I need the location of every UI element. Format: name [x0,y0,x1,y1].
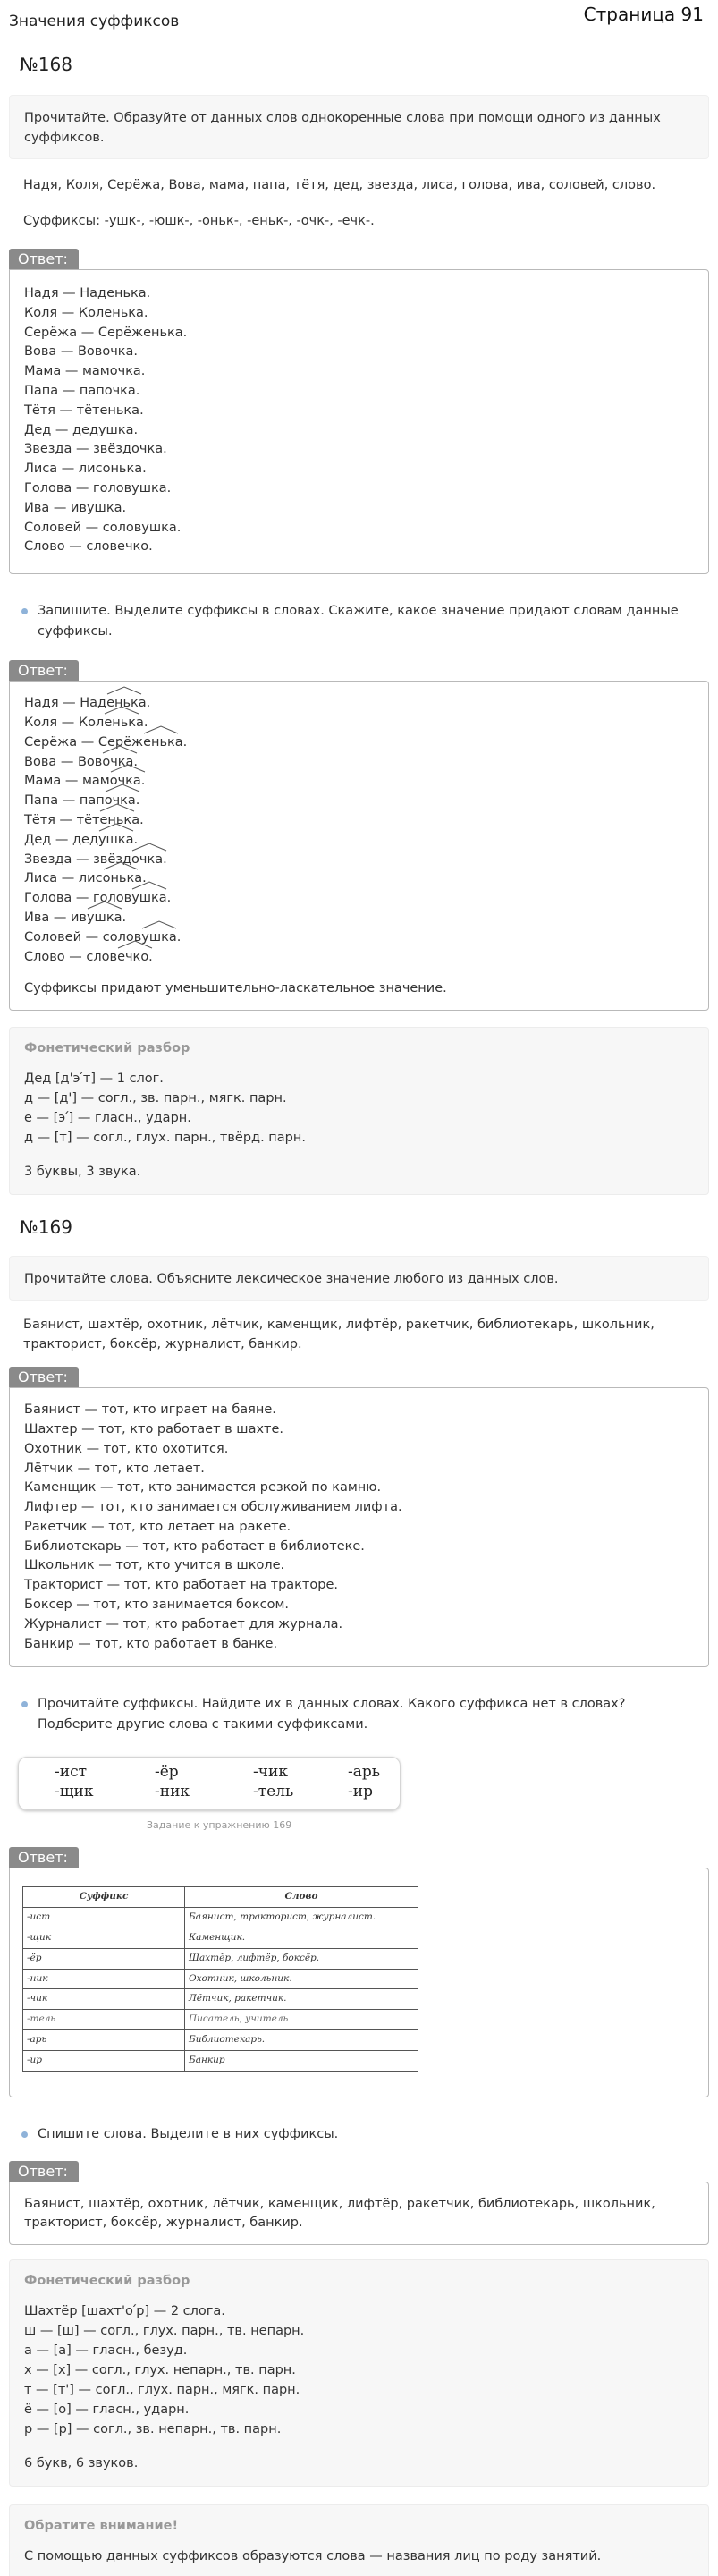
task-168-answer2-box [9,681,709,1011]
answer-line: Ива — ивушка. [24,500,127,515]
word-part: а. [132,774,146,789]
task-169-instruction: Прочитайте слова. Объясните лексическое значение любого из данных слов. [24,1272,559,1287]
phonetic-line: р — [р] — согл., зв. непарн., тв. парн. [24,2422,282,2437]
word-part: Звезда — звёзд [24,852,132,867]
suffix-text: очк [104,793,128,809]
word-part: а. [158,891,172,906]
suffix-text: оньк [102,871,135,886]
answer-line: Баянист — тот, кто играет на баяне. [24,1402,276,1418]
word-part: Тётя — тёт [24,812,100,827]
answer-line [24,714,694,733]
answer-line: Ракетчик — тот, кто летает на ракете. [24,1519,291,1534]
table-cell-suffix: -чик [23,1989,185,2010]
answer-label: Ответ: [9,1847,79,1868]
table-row [23,2010,418,2030]
answer-line: Звезда — звёздочка. [24,442,167,457]
table-cell-word: Писатель, учитель [185,2010,418,2030]
suffix-text: очк [131,852,156,867]
phonetic-line: е — [э՛] — гласн., ударн. [24,1111,191,1126]
answer-line [24,831,694,851]
answer-line: Охотник — тот, кто охотится. [24,1441,229,1456]
word-part: а. [114,910,127,925]
answer-line: Голова — головушка. [24,480,172,496]
suffix-text: очк [102,754,126,769]
table-cell-suffix: -арь [23,2030,185,2051]
suffix-mark [131,889,159,909]
task-169-card [9,1256,709,1301]
answer-line: Каменщик — тот, кто занимается резкой по камню. [24,1480,382,1496]
answer-label: Ответ: [9,1367,79,1387]
table-row [23,1908,418,1928]
word-part: Ива — ив [24,910,87,925]
table-row [23,2030,418,2051]
answer-line: Надя — Наденька. [24,286,151,301]
table-row [23,1989,418,2010]
suffix-grid-item: -чик [253,1763,288,1782]
suffix-text: ушк [97,832,126,847]
suffix-text: еньк [99,812,132,827]
table-cell-word: Библиотекарь. [185,2030,418,2051]
suffix-mark [117,948,140,968]
word-part: Соловей — солов [24,929,142,945]
word-part: а. [125,754,139,769]
suffix-mark [98,831,126,851]
suffix-mark [87,909,114,928]
suffix-mark [103,869,135,889]
phonetic-line: х — [х] — согл., глух. непарн., тв. парн. [24,2363,296,2378]
suffix-text: ечк [117,949,141,964]
suffix-grid-item: -арь [348,1763,381,1782]
word-part: Вова — Вов [24,754,103,769]
answer-line: Лиса — лисонька. [24,462,147,477]
task-168-instruction: Прочитайте. Образуйте от данных слов однокоренные слова при помощи одного из данных суффиксов. [24,111,661,145]
word-part: а. [138,696,151,711]
table-row [23,1948,418,1969]
answer-line: Шахтер — тот, кто работает в шахте. [24,1421,284,1436]
phonetic-title: Фонетический разбор [24,2274,190,2289]
answer-label: Ответ: [9,249,79,269]
answer-line [24,909,694,928]
table-cell-word: Охотник, школьник. [185,1969,418,1989]
answer-line: Дед — дедушка. [24,422,139,437]
task-168-number: №168 [20,54,72,75]
table-cell-suffix: -ник [23,1969,185,1989]
word-part: Мама — мам [24,774,110,789]
page-title: Значения суффиксов [9,13,180,30]
answer-line: Серёжа — Серёженька. [24,325,188,340]
table-row [23,2050,418,2071]
table-row [23,1928,418,1949]
phonetic-summary: 3 буквы, 3 звука. [24,1165,141,1180]
task-168-suffixes: Суффиксы: -ушк-, -юшк-, -оньк-, -еньк-, -очк-, -ечк-. [23,214,375,228]
answer-line: Библиотекарь — тот, кто работает в библиотеке. [24,1538,365,1554]
table-cell-word: Шахтёр, лифтёр, боксёр. [185,1948,418,1969]
table-row [23,1969,418,1989]
word-part: Коля — Кол [24,715,105,730]
suffix-grid-item: -ист [55,1763,88,1782]
phonetic-line: ш — [ш] — согл., глух. парн., тв. непарн. [24,2324,305,2339]
word-part: Слово — слов [24,949,118,964]
task-169-subtask-1: Прочитайте суффиксы. Найдите их в данных словах. Какого суффикса нет в словах? Подберите другие слова с такими суффиксами. [38,1694,704,1735]
phonetic-card-168 [9,1027,709,1195]
answer3-line-1: Баянист, шахтёр, охотник, лётчик, каменщик, лифтёр, ракетчик, библиотекарь, школьник, [24,2196,655,2211]
table-cell-suffix: -ёр [23,1948,185,1969]
phonetic-line: Дед [д'э՛т] — 1 слог. [24,1072,164,1087]
task-168-card [9,95,709,159]
suffix-grid-item: -тель [253,1783,294,1801]
word-part: а. [127,793,140,809]
suffix-text: еньк [106,696,139,711]
table-cell-word: Лётчик, ракетчик. [185,1989,418,2010]
word-part: а. [155,852,167,867]
suffix-grid-item: -щик [55,1783,94,1801]
answer-label: Ответ: [9,660,79,681]
task-169-answer-box [9,1387,709,1667]
suffix-text: ушк [141,929,169,945]
suffix-mark [143,733,175,753]
word-part: Дед — дед [24,832,98,847]
table-header-word: Слово [185,1887,418,1908]
answer-line: Вова — Вовочка. [24,344,139,360]
suffix-text: ушк [86,910,114,925]
note-text: С помощью данных суффиксов образуются слова — названия лиц по роду занятий. [24,2549,602,2564]
suffix-text: еньк [104,715,137,730]
table-header-suffix: Суффикс [23,1887,185,1908]
suffix-text: еньк [143,734,175,750]
phonetic-line: ё — [о] — гласн., ударн. [24,2402,190,2418]
phonetic-summary: 6 букв, 6 звуков. [24,2456,139,2471]
answer2-conclusion: Суффиксы придают уменьшительно-ласкательное значение. [24,981,447,996]
answer-line: Тётя — тётенька. [24,402,144,418]
answer3-line-2: тракторист, боксёр, журналист, банкир. [24,2216,303,2231]
phonetic-line: а — [а] — гласн., безуд. [24,2343,188,2359]
phonetic-line: д — [д'] — согл., зв. парн., мягк. парн. [24,1091,287,1106]
table-cell-word: Баянист, тракторист, журналист. [185,1908,418,1928]
header [0,0,718,36]
task-169-words: Баянист, шахтёр, охотник, лётчик, каменщик, лифтёр, ракетчик, библиотекарь, школьник, тракторист, боксёр, журналист, банкир. [23,1318,655,1352]
word-part: а. [136,715,148,730]
suffix-grid-item: -ёр [155,1763,179,1782]
answer-line [24,948,694,968]
suffix-text: ушк [131,891,159,906]
task-169-subtask-2: Спишите слова. Выделите в них суффиксы. [38,2124,704,2145]
word-part: о. [140,949,153,964]
table-cell-word: Каменщик. [185,1928,418,1949]
answer-label: Ответ: [9,2161,79,2182]
task-168-words: Надя, Коля, Серёжа, Вова, мама, папа, тётя, дед, звезда, лиса, голова, ива, соловей, слово. [23,178,656,192]
suffix-grid-item: -ир [348,1783,373,1801]
figure-caption: Задание к упражнению 169 [147,1819,292,1832]
table-cell-suffix: -ист [23,1908,185,1928]
answer-line: Тракторист — тот, кто работает на тракторе. [24,1578,338,1593]
answer-line: Журналист — тот, кто работает для журнала. [24,1616,343,1631]
phonetic-card-169 [9,2259,709,2487]
answer-line: Коля — Коленька. [24,305,148,320]
table-cell-suffix: -тель [23,2010,185,2030]
suffix-table [22,1886,418,2071]
phonetic-line: т — [т'] — согл., глух. парн., мягк. парн. [24,2383,300,2398]
task-169-number: №169 [20,1216,72,1239]
table-cell-suffix: -щик [23,1928,185,1949]
answer-line: Слово — словечко. [24,539,153,555]
phonetic-line: д — [т] — согл., глух. парн., твёрд. парн. [24,1131,306,1146]
word-part: Папа — пап [24,793,105,809]
suffix-grid [18,1757,401,1810]
phonetic-title: Фонетический разбор [24,1041,190,1056]
word-part: Лиса — лис [24,871,103,886]
word-part: а. [131,812,144,827]
note-title: Обратите внимание! [24,2519,179,2534]
task-169-answer3-box [9,2182,709,2246]
answer-line: Мама — мамочка. [24,364,146,379]
word-part: а. [125,832,139,847]
answer-line: Папа — папочка. [24,383,140,398]
page-number: Страница 91 [583,4,704,25]
table-cell-suffix: -ир [23,2050,185,2071]
word-part: Серёжа — Серёж [24,734,144,750]
answer-line: Банкир — тот, кто работает в банке. [24,1636,278,1651]
word-part: Голова — голов [24,891,132,906]
answer-line [24,869,694,889]
phonetic-line: Шахтёр [шахт'о՛р] — 2 слога. [24,2304,225,2319]
answer-line: Боксер — тот, кто занимается боксом. [24,1597,290,1613]
suffix-mark [104,714,136,733]
answer-line: Лётчик — тот, кто летает. [24,1461,205,1476]
answer-line: Лифтер — тот, кто занимается обслуживанием лифта. [24,1500,402,1515]
suffix-text: очк [109,774,133,789]
word-part: Надя — Над [24,696,107,711]
word-part: а. [168,929,182,945]
word-part: а. [174,734,188,750]
table-cell-word: Банкир [185,2050,418,2071]
answer-line: Школьник — тот, кто учится в школе. [24,1558,285,1573]
task-168-subtask: Запишите. Выделите суффиксы в словах. Скажите, какое значение придают словам данные суффиксы. [38,601,704,642]
suffix-grid-item: -ник [155,1783,190,1801]
task-168-answer-box [9,269,709,574]
note-card [9,2504,709,2576]
answer-line: Соловей — соловушка. [24,520,182,535]
answer-line [24,889,694,909]
task-169-table-box [9,1868,709,2097]
word-part: а. [134,871,147,886]
